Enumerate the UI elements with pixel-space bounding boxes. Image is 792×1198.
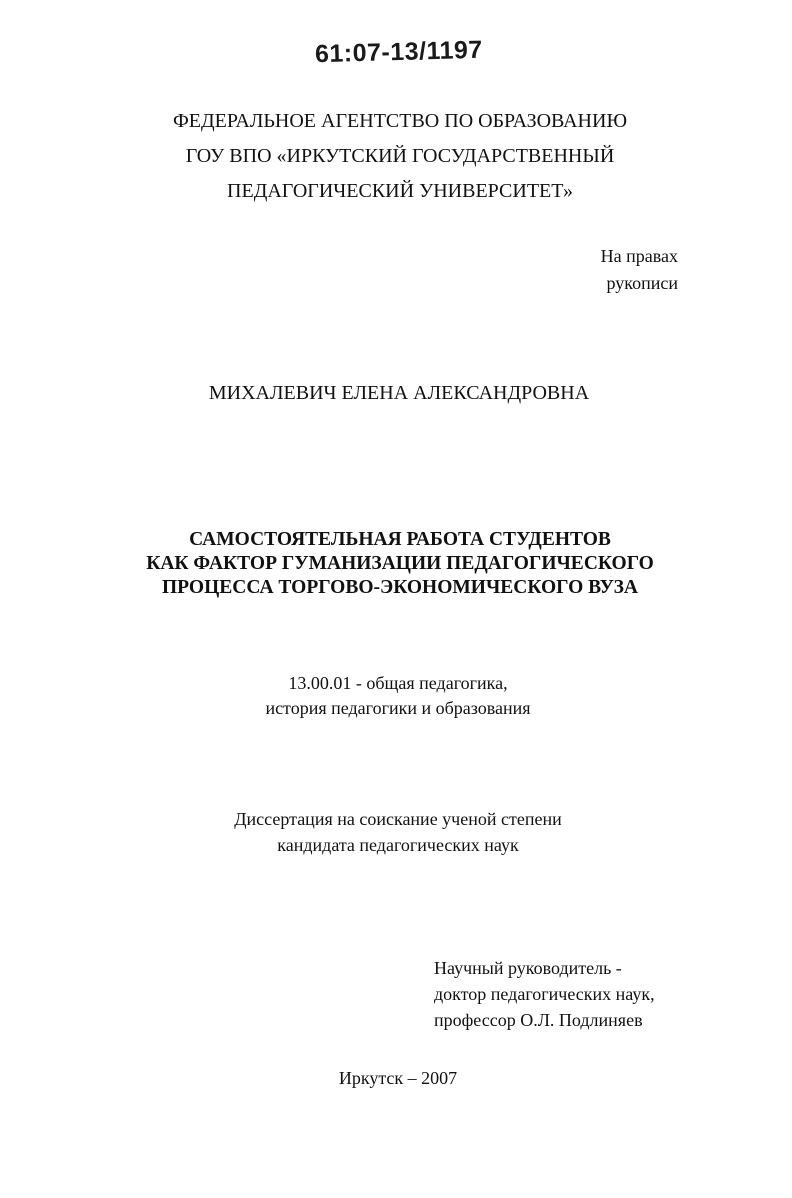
author-name: МИХАЛЕВИЧ ЕЛЕНА АЛЕКСАНДРОВНА — [208, 382, 590, 404]
title-line-1: САМОСТОЯТЕЛЬНАЯ РАБОТА СТУДЕНТОВ — [189, 529, 611, 550]
university-name-line-2: ПЕДАГОГИЧЕСКИЙ УНИВЕРСИТЕТ» — [227, 180, 573, 202]
degree-line-1: Диссертация на соискание ученой степени — [234, 809, 562, 829]
city-year: Иркутск – 2007 — [338, 1068, 458, 1088]
supervisor-line-1: Научный руководитель - — [434, 958, 622, 978]
supervisor-line-3: профессор О.Л. Подлиняев — [434, 1010, 643, 1030]
registration-stamp — [0, 35, 792, 69]
title-line-3: ПРОЦЕССА ТОРГОВО-ЭКОНОМИЧЕСКОГО ВУЗА — [161, 577, 639, 598]
specialty-code — [0, 671, 792, 721]
degree-line-2: кандидата педагогических наук — [277, 835, 519, 855]
rights-line-1: На правах — [600, 246, 678, 266]
scientific-supervisor — [434, 955, 655, 1033]
degree-statement — [0, 806, 792, 858]
organization-header — [0, 104, 792, 209]
agency-name: ФЕДЕРАЛЬНОЕ АГЕНТСТВО ПО ОБРАЗОВАНИЮ — [172, 110, 627, 132]
university-name-line-1: ГОУ ВПО «ИРКУТСКИЙ ГОСУДАРСТВЕННЫЙ — [185, 145, 615, 167]
dissertation-title — [0, 528, 792, 600]
specialty-line-2: история педагогики и образования — [265, 698, 531, 718]
title-line-2: КАК ФАКТОР ГУМАНИЗАЦИИ ПЕДАГОГИЧЕСКОГО — [146, 553, 654, 574]
specialty-line-1: 13.00.01 - общая педагогика, — [288, 673, 508, 693]
registration-code: 61:07-13/1197 — [314, 35, 483, 69]
manuscript-rights-note — [601, 243, 678, 297]
supervisor-line-2: доктор педагогических наук, — [434, 984, 655, 1004]
rights-line-2: рукописи — [606, 273, 678, 293]
